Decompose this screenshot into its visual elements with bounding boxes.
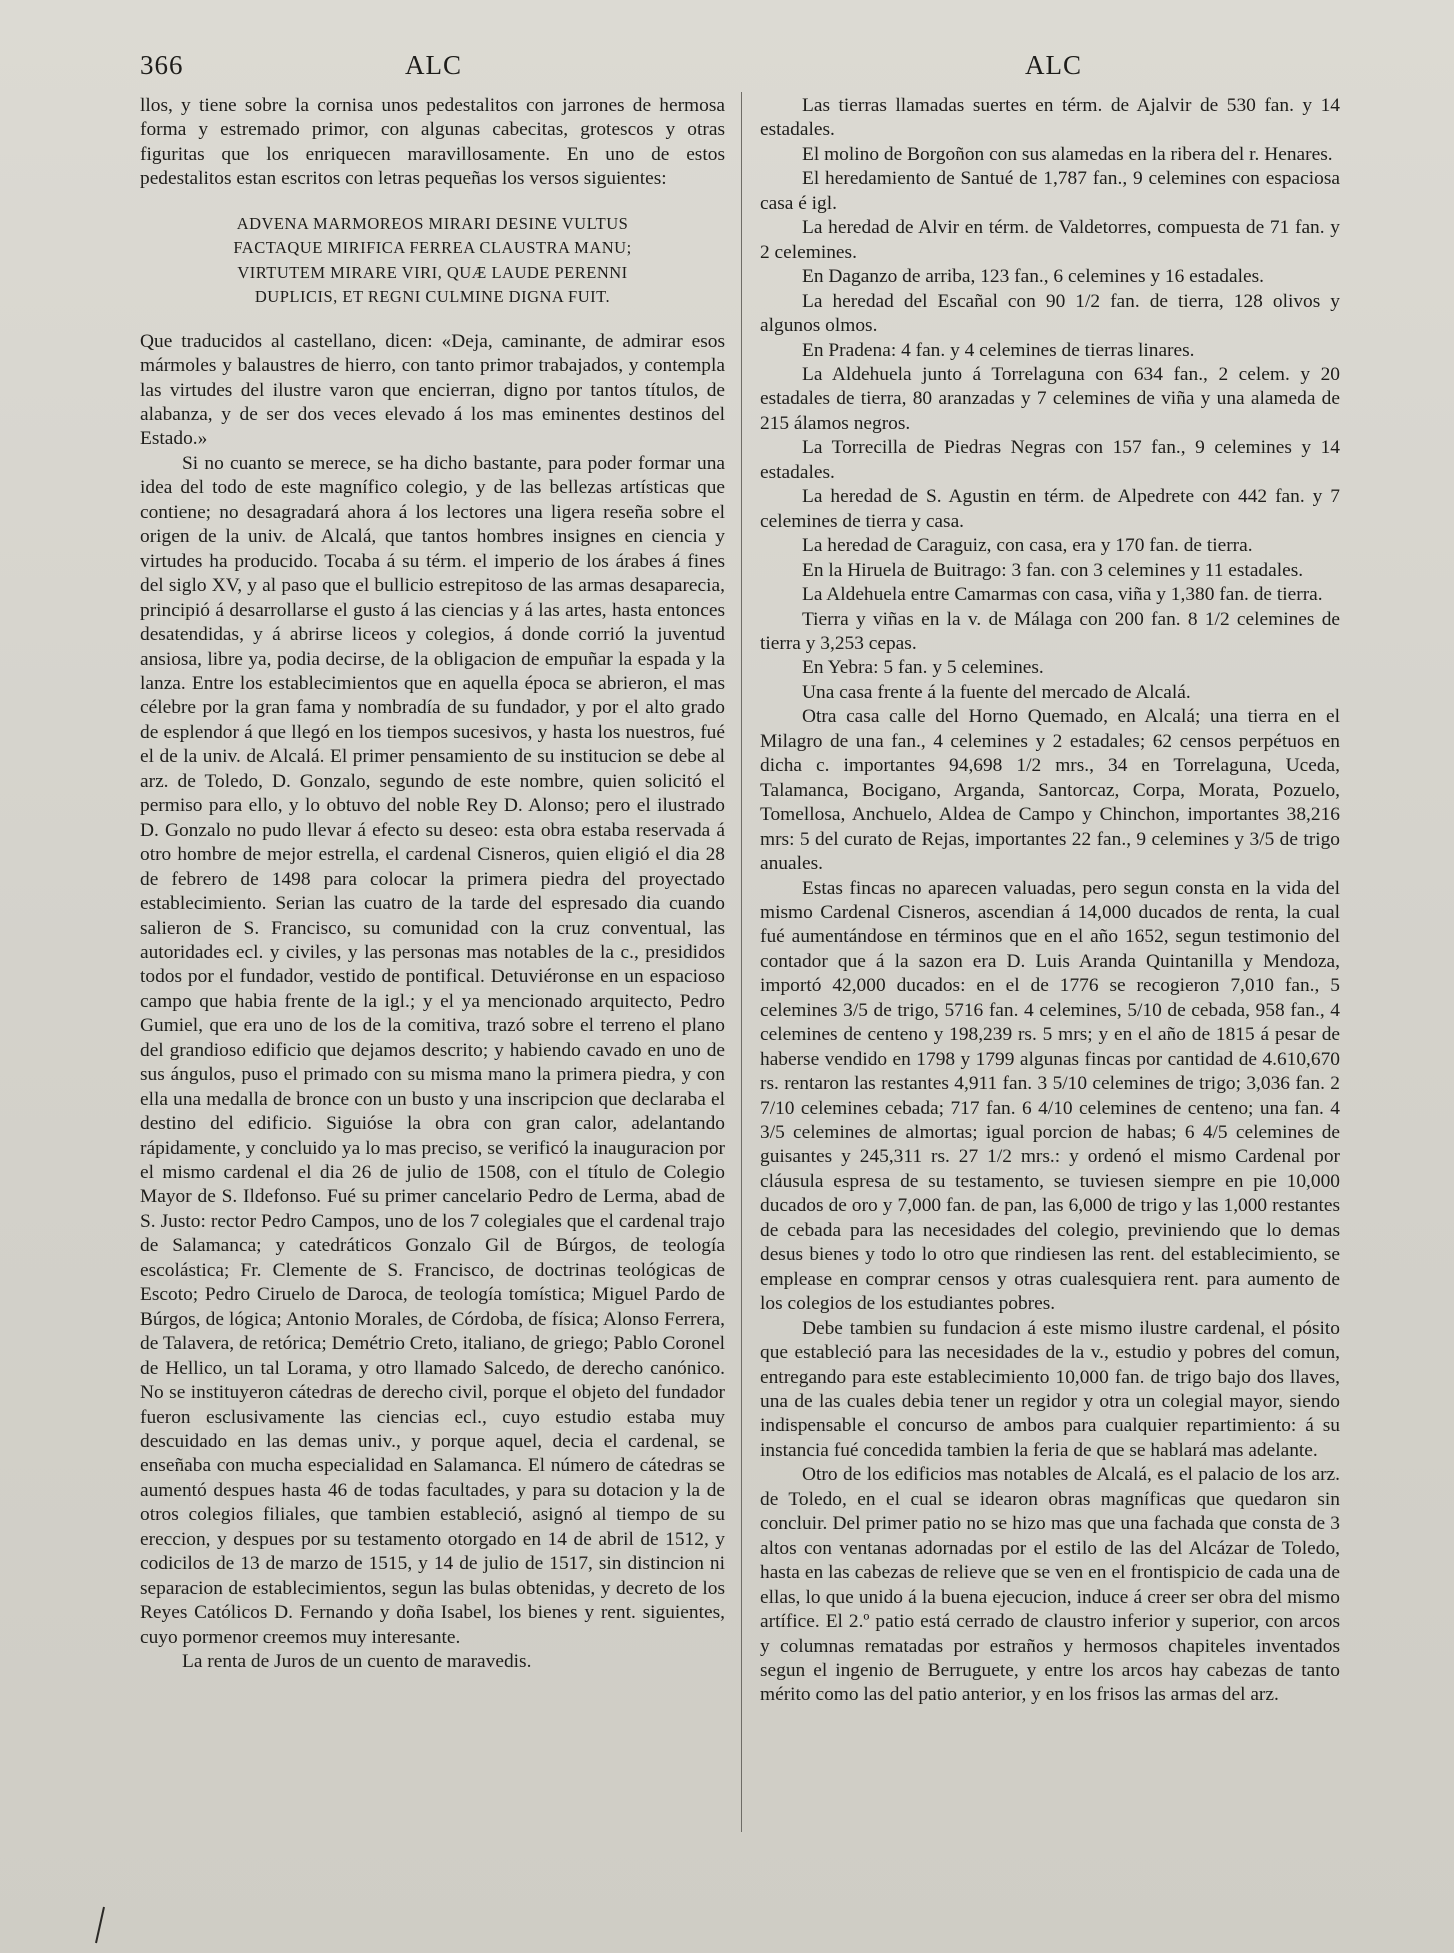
property-entry: En Daganzo de arriba, 123 fan., 6 celemines y 16 estadales. — [802, 266, 1264, 288]
property-entry: En Pradena: 4 fan. y 4 celemines de tierras linares. — [802, 339, 1195, 361]
paragraph-university-history: Si no cuanto se merece, se ha dicho bastante, para poder formar una idea del todo de este magnífico colegio, y de las bellezas artísticas que contiene; no desagradará ahora á los lectores una ligera reseña sobre el origen de la univ. de Alcalá, que tantos hombres insignes en ciencia y virtudes ha producido. Tocaba á su térm. el imperio de los árabes á fines del siglo XV, y al paso que el bullicio estrepitoso de las armas desaparecia, principió á desarrollarse el gusto á las ciencias y á las artes, hasta entonces desatendidas, y á abrirse liceos y colegios, á donde corrió la juventud ansiosa, libre ya, podia decirse, de la obligacion de empuñar la espada y la lanza. Entre los establecimientos que en aquella época se abrieron, el mas célebre por la gran fama y nombradía de su fundador, y por el alto grado de esplendor á que llegó en los tiempos sucesivos, y hasta los nuestros, fué el de la univ. de Alcalá. El primer pensamiento de su institucion se debe al arz. de Toledo, D. Gonzalo, segundo de este nombre, quien solicitó el permiso para ello, y lo obtuvo del noble Rey D. Alonso; pero el ilustrado D. Gonzalo no pudo llevar á efecto su deseo: esta obra estaba reservada á otro hombre de mejor estrella, el cardenal Cisneros, quien eligió el dia 28 de febrero de 1498 para colocar la primera piedra del proyectado establecimiento. Serian las cuatro de la tarde del espresado dia cuando salieron de S. Francisco, su comunidad con la cruz conventual, las autoridades ecl. y civiles, y las personas mas notables de la c., presididos todos por el fundador, vestido de pontifical. Detuviéronse en un espacioso campo que habia frente de la igl.; y el ya mencionado arquitecto, Pedro Gumiel, que era uno de los de la comitiva, trazó sobre el terreno el plano del grandioso edificio que dejamos descrito; y habiendo cavado en uno de sus ángulos, puso el primado con su misma mano la primera piedra, y con ella una medalla de bronce con un busto y una inscripcion que declaraba el destino del edificio. Siguióse la obra con gran calor, adelantando rápidamente, y concluido ya lo mas preciso, se verificó la inauguracion por el mismo cardenal el dia 26 de julio de 1508, con el título de Colegio Mayor de S. Ildefonso. Fué su primer cancelario Pedro de Lerma, abad de S. Justo: rector Pedro Campos, uno de los 7 colegiales que el cardenal trajo de Salamanca; y catedráticos Gonzalo Gil de Búrgos, de teología escolástica; Fr. Clemente de S. Francisco, de doctrinas teológicas de Escoto; Pedro Ciruelo de Daroca, de teología tomística; Miguel Pardo de Búrgos, de lógica; Antonio Morales, de Córdoba, de física; Alonso Ferrera, de Talavera, de retórica; Demétrio Creto, italiano, de griego; Pablo Coronel de Hellico, un tal Lorama, y otro llamado Salcedo, de derecho canónico. No se instituyeron cátedras de derecho civil, porque el objeto del fundador fueron esclusivamente las ciencias ecl., cuyo estudio estaba muy descuidado en las demas univ., y porque aquel, decia el cardenal, se enseñaba con mucha especialidad en Salamanca. El número de cátedras se aumentó despues hasta 46 de todas facultades, y para su dotacion y la de otros colegios filiales, que tambien estableció, asignó al tiempo de su ereccion, y despues por su testamento otorgado en 14 de abril de 1512, y codicilos de 13 de marzo de 1515, y 14 de julio de 1517, sin distincion ni separacion de establecimientos, segun las bulas obtenidas, y decreto de los Reyes Católicos D. Fernando y doña Isabel, los bienes y rent. siguientes, cuyo pormenor creemos muy interesante. — [140, 452, 725, 1648]
paragraph-cornisa: llos, y tiene sobre la cornisa unos pedestalitos con jarrones de hermosa forma y estremado primor, con algunas cabecitas, grotescos y otras figuritas que los enriquecen maravillosamente. En uno de estos pedestalitos estan escritos con letras pequeñas los versos siguientes: — [140, 95, 725, 190]
paragraph-palacio: Otro de los edificios mas notables de Alcalá, es el palacio de los arz. de Toledo, en el cual se idearon obras magníficas que quedaron sin concluir. Del primer patio no se hizo mas que una fachada que consta de 3 altos con ventanas adornadas por el estilo de las del Alcázar de Toledo, hasta en las cabezas de relieve que se ven en el frontispicio de cada una de ellas, lo que unido á la buena ejecucion, induce á creer ser obra del mismo artífice. El 2.º patio está cerrado de claustro inferior y superior, con arcos y columnas rematadas por estraños y hermosos chapiteles inventados segun el ingenio de Berruguete, y entre los arcos hay cabezas de tanto mérito como las del patio anterior, y en los frisos las armas del arz. — [760, 1464, 1340, 1706]
column-divider — [741, 92, 742, 1832]
property-entry: Otra casa calle del Horno Quemado, en Alcalá; una tierra en el Milagro de una fan., 4 celemines y 2 estadales; 62 censos perpétuos en dicha c. importantes 94,698 1/2 mrs., 34 en Torrelaguna, Uceda, Talamanca, Bocigano, Arganda, Santorcaz, Corpa, Morata, Pozuelo, Tomellosa, Anchuelo, Aldea de Campo y Chinchon, importantes 38,216 mrs: 5 del curato de Rejas, importantes 22 fan., 9 celemines y 3/5 de trigo anuales. — [760, 706, 1340, 875]
verse-line: ADVENA MARMOREOS MIRARI DESINE VULTUS — [236, 213, 629, 233]
property-entry: La Torrecilla de Piedras Negras con 157 fan., 9 celemines y 14 estadales. — [760, 437, 1340, 483]
property-entry: El heredamiento de Santué de 1,787 fan., 9 celemines con espaciosa casa é igl. — [760, 168, 1340, 214]
property-entry: En Yebra: 5 fan. y 5 celemines. — [802, 657, 1044, 679]
left-column — [140, 94, 725, 1675]
property-entry: La heredad del Escañal con 90 1/2 fan. de tierra, 128 olivos y algunos olmos. — [760, 290, 1340, 337]
property-entry: La heredad de Alvir en térm. de Valdetorres, compuesta de 71 fan. y 2 celemines. — [760, 217, 1340, 263]
verse-line: DUPLICIS, ET REGNI CULMINE DIGNA FUIT. — [254, 287, 611, 307]
verse-line: FACTAQUE MIRIFICA FERREA CLAUSTRA MANU; — [233, 238, 632, 258]
property-entry: Tierra y viñas en la v. de Málaga con 200 fan. 8 1/2 celemines de tierra y 3,253 cepas. — [760, 608, 1340, 654]
property-entry: La Aldehuela junto á Torrelaguna con 634 fan., 2 celem. y 20 estadales de tierra, 80 aranzadas y 7 celemines de viña y una alameda de 215 álamos negros. — [760, 363, 1340, 434]
property-entry: La Aldehuela entre Camarmas con casa, viña y 1,380 fan. de tierra. — [802, 584, 1323, 606]
pencil-stroke — [96, 1907, 104, 1943]
right-column — [760, 94, 1340, 1708]
paragraph-posito: Debe tambien su fundacion á este mismo ilustre cardenal, el pósito que estableció para las necesidades de la v., estudio y pobres del comun, entregando para este establecimiento 10,000 fan. de trigo bajo dos llaves, una de las cuales debia tener un regidor y otra un colegial mayor, siendo indispensable el concurso de ambos para cualquier repartimiento: á su instancia fué concedida tambien la feria de que se hablará mas adelante. — [760, 1317, 1340, 1461]
verse-line: VIRTUTEM MIRARE VIRI, QUÆ LAUDE PERENNI — [237, 262, 628, 282]
paragraph-rentas: Estas fincas no aparecen valuadas, pero segun consta en la vida del mismo Cardenal Cisneros, ascendian á 14,000 ducados de renta, la cual fué aumentándose en términos que en el año 1652, segun testimonio del contador que á la sazon era D. Luis Aranda Quintanilla y Mendoza, importó 42,000 ducados: en el de 1776 se recogieron 7,010 fan., 5 celemines 3/5 de trigo, 5716 fan. 4 celemines, 5/10 de cebada, 958 fan., 4 celemines de centeno y 198,239 rs. 5 mrs; y en el año de 1815 á pesar de haberse vendido en 1798 y 1799 algunas fincas por cantidad de 4.610,670 rs. rentaron las restantes 4,911 fan. 3 5/10 celemines de trigo; 3,036 fan. 2 7/10 celemines cebada; 717 fan. 6 4/10 celemines de centeno; una fan. 4 3/5 celemines de almortas; igual porcion de habas; 6 4/5 celemines de guisantes y 245,311 rs. 27 1/2 mrs.: y ordenó el mismo Cardenal por cláusula espresa de su testamento, se tuviesen siempre en pie 10,000 ducados de oro y 7,000 fan. de pan, las 6,000 de trigo y las 1,000 restantes de cebada para las necesidades del colegio, previniendo que lo demas desus bienes y todo lo otro que rindiesen las rent. del establecimiento, se emplease en comprar censos y otras cualesquiera rent. para aumento de los colegios de los estudiantes pobres. — [760, 877, 1340, 1315]
property-entry: El molino de Borgoñon con sus alamedas en la ribera del r. Henares. — [802, 143, 1333, 165]
left-running-head: ALC — [405, 50, 462, 80]
property-entry: Una casa frente á la fuente del mercado de Alcalá. — [802, 681, 1191, 703]
property-entry: En la Hiruela de Buitrago: 3 fan. con 3 celemines y 11 estadales. — [802, 559, 1304, 581]
property-entry: La heredad de Caraguiz, con casa, era y 170 fan. de tierra. — [802, 535, 1253, 557]
property-entry: Las tierras llamadas suertes en térm. de Ajalvir de 530 fan. y 14 estadales. — [760, 95, 1340, 141]
running-header — [140, 50, 1340, 90]
pencil-mark — [92, 1905, 108, 1945]
right-running-head: ALC — [1025, 50, 1082, 80]
latin-verses — [140, 212, 725, 310]
page-number: 366 — [140, 50, 184, 80]
paragraph-translation: Que traducidos al castellano, dicen: «Deja, caminante, de admirar esos mármoles y balaustres de hierro, con tanto primor trabajados, y contempla las virtudes del ilustre varon que encierran, digno por tantos títulos, de alabanza, y de ser dos veces elevado á los mas eminentes destinos del Estado.» — [140, 330, 725, 450]
property-entry: La heredad de S. Agustin en térm. de Alpedrete con 442 fan. y 7 celemines de tierra y casa. — [760, 486, 1340, 532]
paragraph-juros: La renta de Juros de un cuento de maravedis. — [182, 1651, 532, 1673]
